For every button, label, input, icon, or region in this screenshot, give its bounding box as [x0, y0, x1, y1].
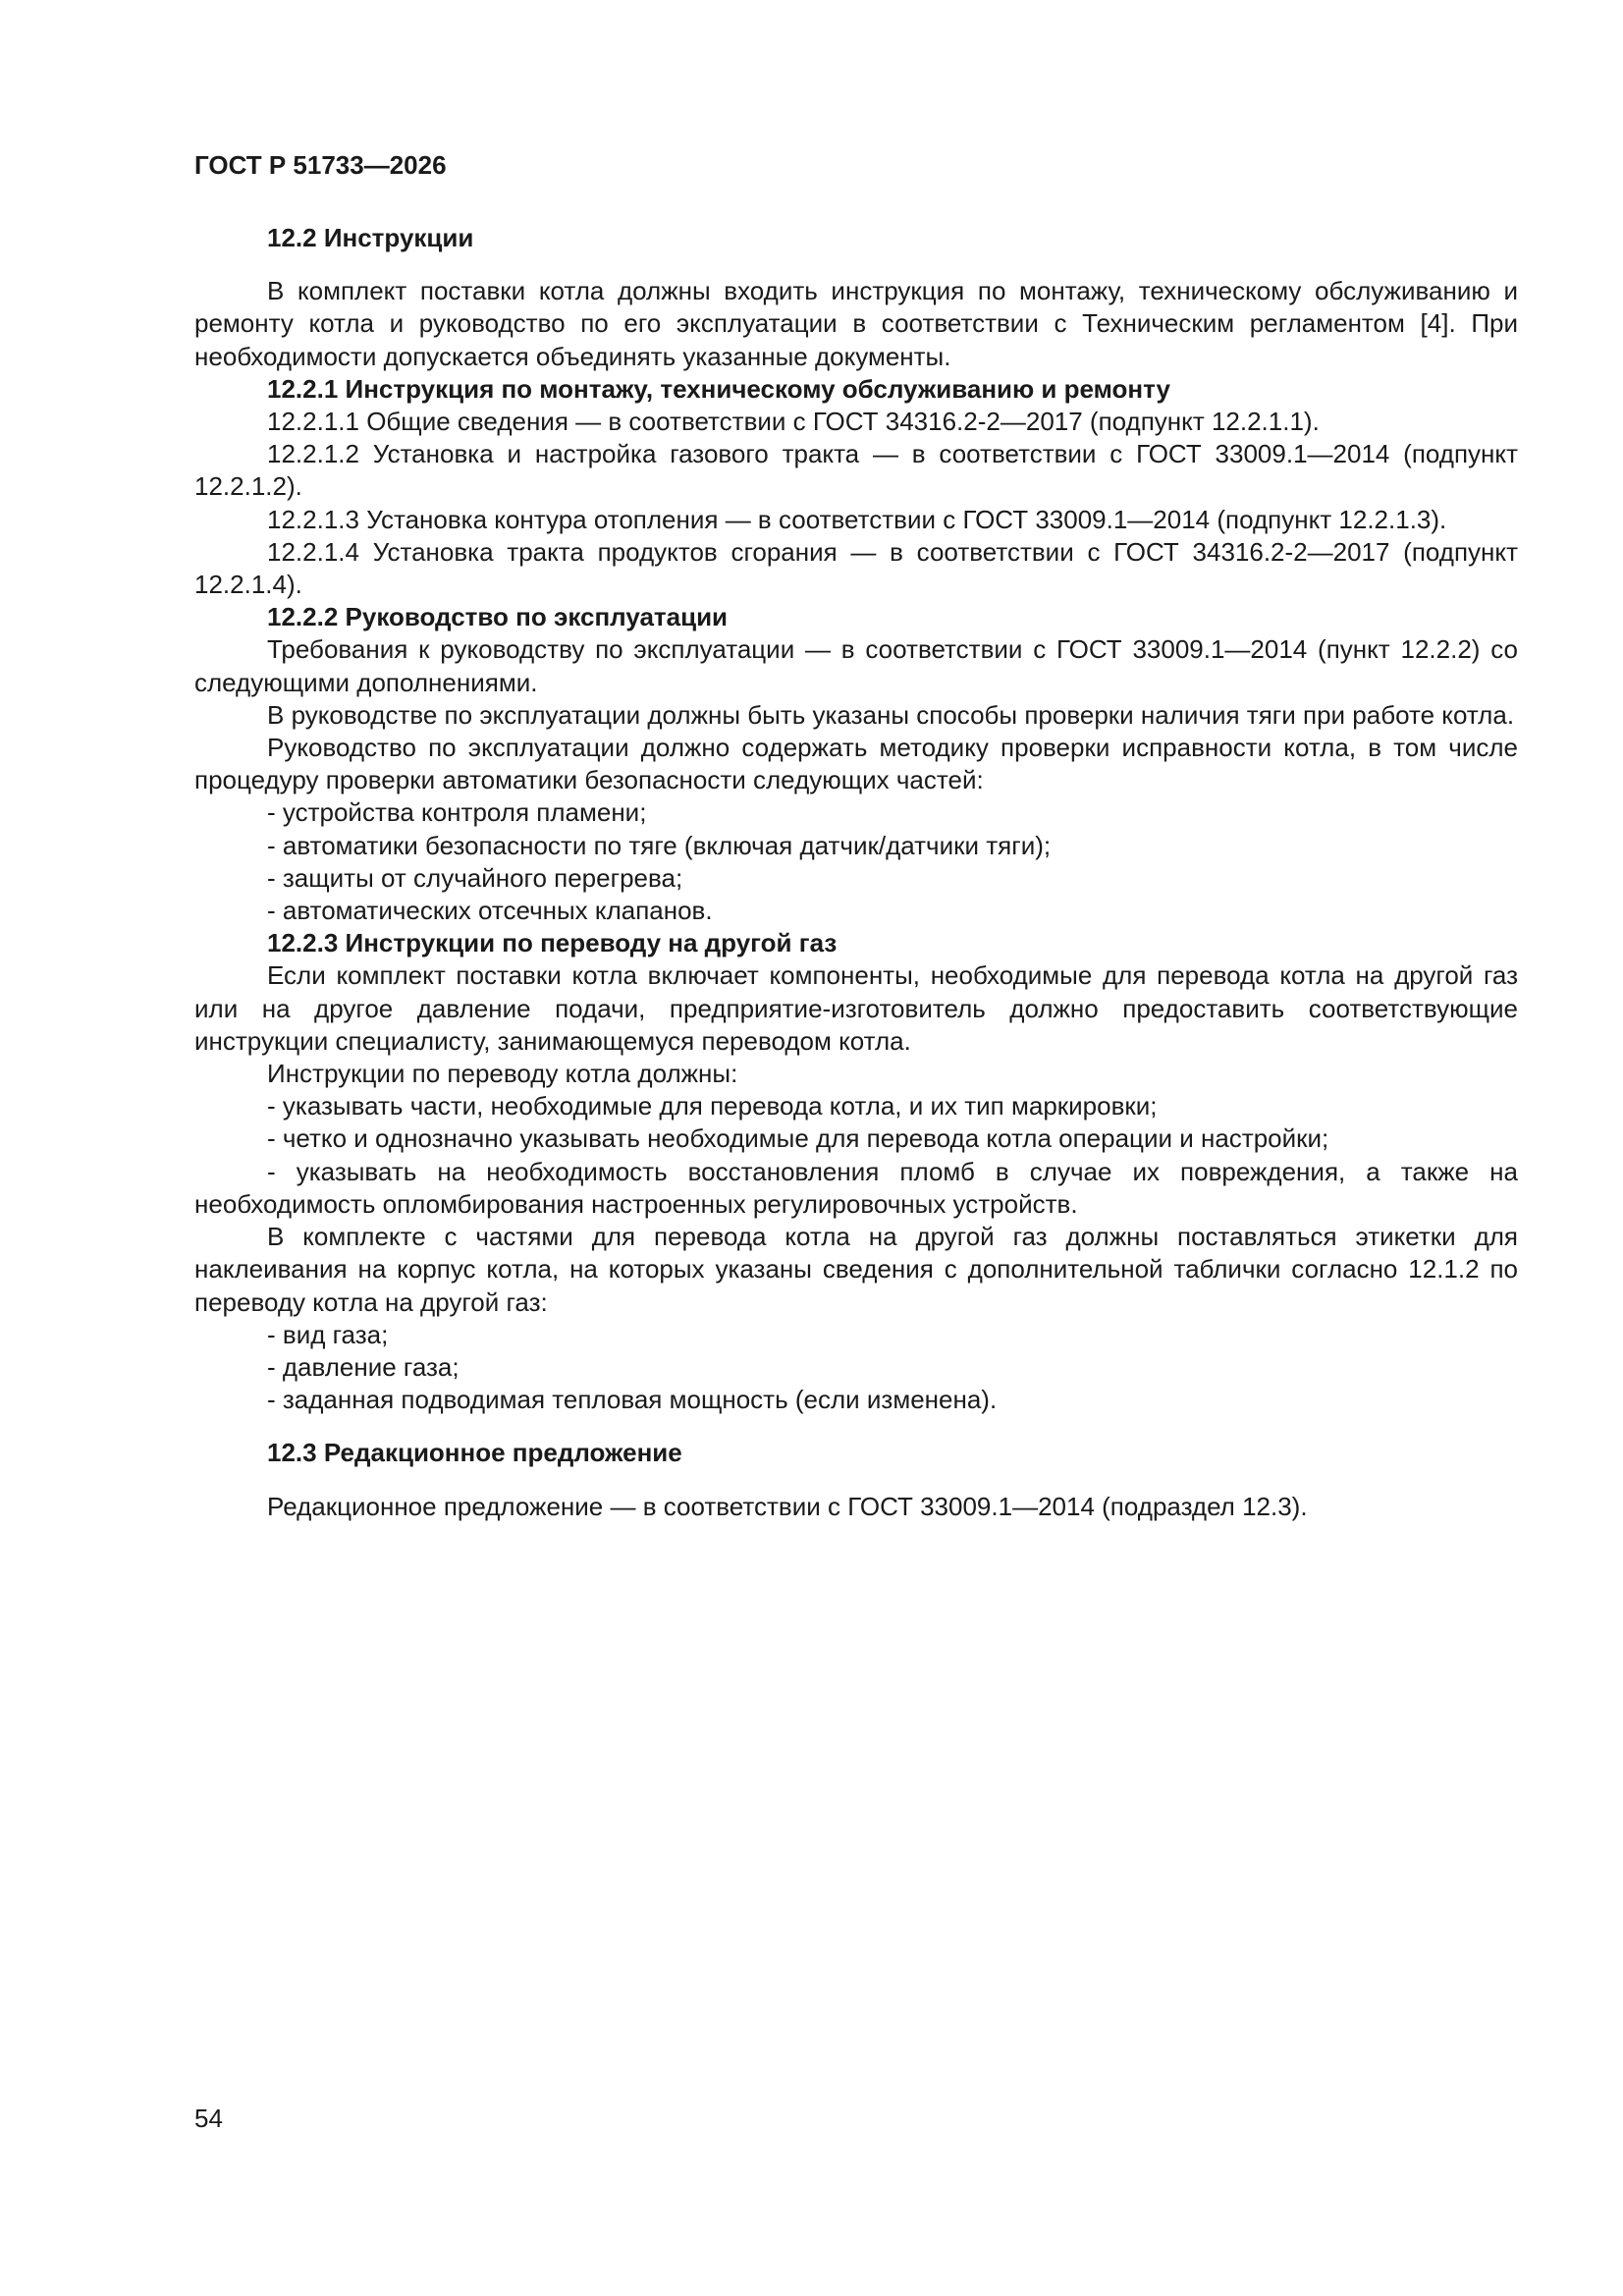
clause-12-2-1-1: 12.2.1.1 Общие сведения — в соответствии с ГОСТ 34316.2-2—2017 (подпункт 12.2.1.1). [267, 407, 1320, 437]
section-12-2-heading: 12.2 Инструкции [267, 223, 474, 252]
list-item: - указывать части, необходимые для перевода котла, и их тип маркировки; [267, 1091, 1158, 1121]
page-number: 54 [194, 2104, 223, 2133]
document-code-header: ГОСТ Р 51733—2026 [194, 150, 447, 180]
list-item: - указывать на необходимость восстановления пломб в случае их повреждения, а также на необходимость опломбирования настроенных регулировочных устройств. [194, 1156, 1518, 1219]
list-item: - устройства контроля пламени; [267, 797, 647, 828]
document-body [194, 222, 1518, 1523]
section-12-2-3-paragraph-3: В комплекте с частями для перевода котла на другой газ должны поставляться этикетки для наклеивания на корпус котла, на которых указаны сведения с дополнительной таблички согласно 12.1.2 по переводу котла на другой газ: [194, 1222, 1518, 1317]
section-12-2-2-paragraph-3: Руководство по эксплуатации должно содержать методику проверки исправности котла, в том числе процедуру проверки автоматики безопасности следующих частей: [194, 733, 1518, 795]
section-12-2-intro: В комплект поставки котла должны входить инструкция по монтажу, техническому обслуживанию и ремонту котла и руководство по его эксплуатации в соответствии с Техническим регламентом [4]. При необходимости допускается объединять указанные документы. [194, 276, 1518, 371]
list-item: - давление газа; [267, 1351, 460, 1382]
list-item: - автоматики безопасности по тяге (включая датчик/датчики тяги); [267, 830, 1052, 860]
section-12-2-1-heading: 12.2.1 Инструкция по монтажу, техническому обслуживанию и ремонту [267, 373, 1170, 404]
list-item: - защиты от случайного перегрева; [267, 862, 683, 893]
section-12-2-3-heading: 12.2.3 Инструкции по переводу на другой газ [267, 928, 838, 958]
section-12-3-heading: 12.3 Редакционное предложение [267, 1438, 682, 1468]
clause-12-2-1-2: 12.2.1.2 Установка и настройка газового тракта — в соответствии с ГОСТ 33009.1—2014 (подпункт 12.2.1.2). [194, 439, 1518, 502]
list-item: - четко и однозначно указывать необходимые для перевода котла операции и настройки; [267, 1123, 1329, 1154]
list-item: - вид газа; [267, 1319, 389, 1349]
section-12-3-paragraph-1: Редакционное предложение — в соответствии с ГОСТ 33009.1—2014 (подраздел 12.3). [267, 1491, 1308, 1521]
clause-12-2-1-4: 12.2.1.4 Установка тракта продуктов сгорания — в соответствии с ГОСТ 34316.2-2—2017 (подпункт 12.2.1.4). [194, 536, 1518, 600]
section-12-2-2-paragraph-2: В руководстве по эксплуатации должны быть указаны способы проверки наличия тяги при работе котла. [267, 699, 1515, 730]
list-item: - заданная подводимая тепловая мощность (если изменена). [267, 1385, 998, 1415]
clause-12-2-1-3: 12.2.1.3 Установка контура отопления — в соответствии с ГОСТ 33009.1—2014 (подпункт 12.2.1.3). [267, 504, 1447, 534]
section-12-2-3-paragraph-1: Если комплект поставки котла включает компоненты, необходимые для перевода котла на другой газ или на другое давление подачи, предприятие-изготовитель должно предоставить соответствующие инструкции специалисту, занимающемуся переводом котла. [194, 960, 1518, 1056]
section-12-2-3-paragraph-2: Инструкции по переводу котла должны: [267, 1059, 738, 1089]
list-item: - автоматических отсечных клапанов. [267, 896, 713, 926]
section-12-2-2-heading: 12.2.2 Руководство по эксплуатации [267, 602, 729, 632]
section-12-2-2-paragraph-1: Требования к руководству по эксплуатации — в соответствии с ГОСТ 33009.1—2014 (пункт 12.2.2) со следующими дополнениями. [194, 634, 1518, 697]
